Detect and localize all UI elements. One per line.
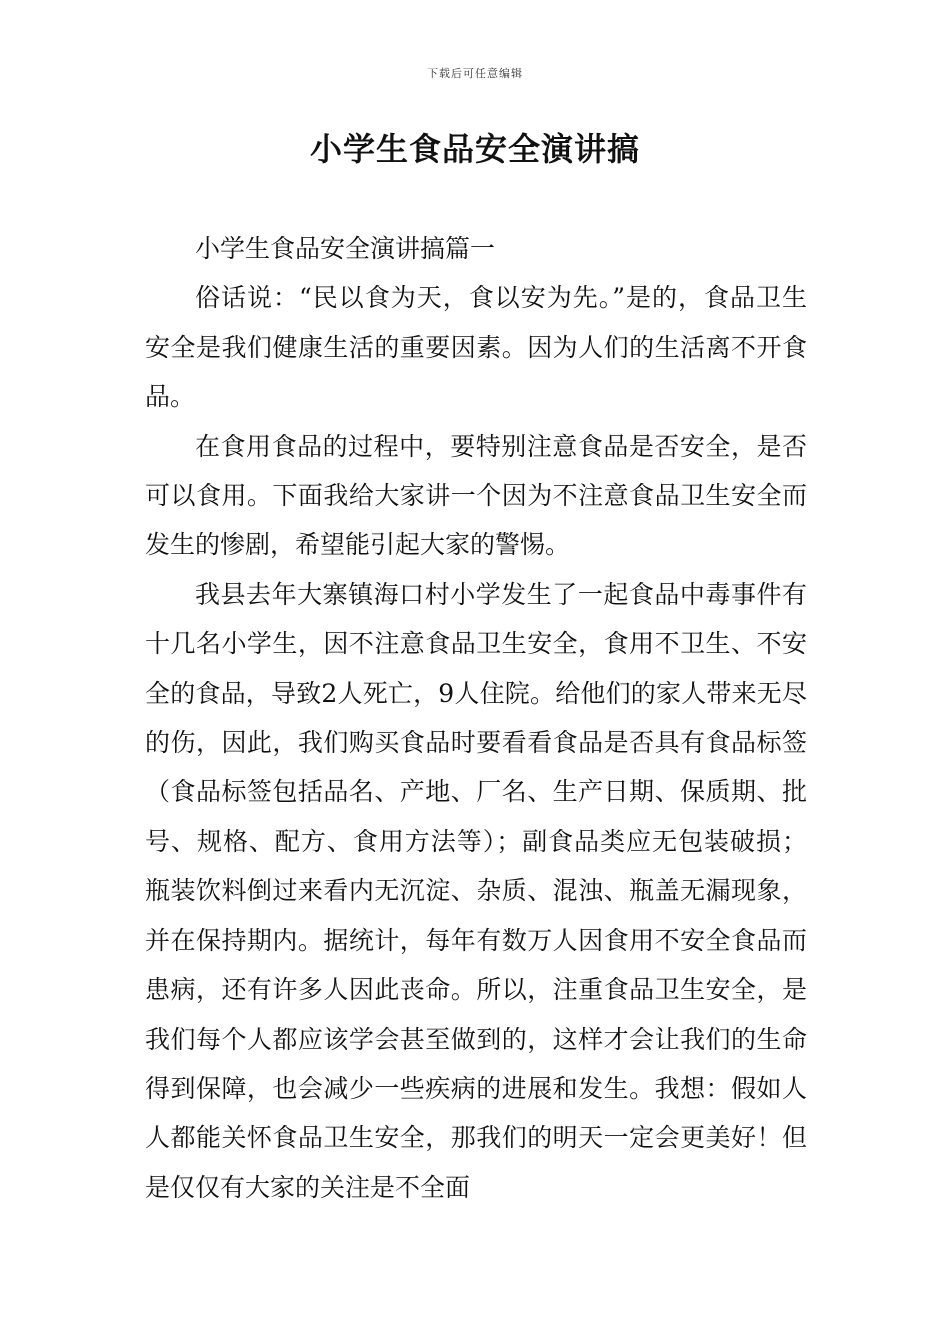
- paragraph-subtitle: 小学生食品安全演讲搞篇一: [195, 234, 496, 263]
- paragraph: 在食用食品的过程中，要特别注意食品是否安全，是否可以食用。下面我给大家讲一个因为不注意食品卫生安全而发生的惨剧，希望能引起大家的警惕。: [145, 431, 807, 560]
- paragraph: 我县去年大寨镇海口村小学发生了一起食品中毒事件有十几名小学生，因不注意食品卫生安全，食用不卫生、不安全的食品，导致2人死亡，9人住院。给他们的家人带来无尽的伤，因此，我们购买食品时要看看食品是否具有食品标签（食品标签包括品名、产地、厂名、生产日期、保质期、批号、规格、配方、食用方法等）；副食品类应无包装破损；瓶装饮料倒过来看内无沉淀、杂质、混浊、瓶盖无漏现象，并在保持期内。据统计，每年有数万人因食用不安全食品而患病，还有许多人因此丧命。所以，注重食品卫生安全，是我们每个人都应该学会甚至做到的，这样才会让我们的生命得到保障，也会减少一些疾病的进展和发生。我想：假如人人都能关怀食品卫生安全，那我们的明天一定会更美好！但是仅仅有大家的关注是不全面: [145, 579, 807, 1202]
- document-title: 小学生食品安全演讲搞: [309, 130, 640, 168]
- document-body: [145, 224, 807, 1212]
- header-note: 下载后可任意编辑: [427, 67, 523, 80]
- paragraph: 俗话说：“民以食为天，食以安为先。”是的，食品卫生安全是我们健康生活的重要因素。因为人们的生活离不开食品。: [145, 283, 807, 412]
